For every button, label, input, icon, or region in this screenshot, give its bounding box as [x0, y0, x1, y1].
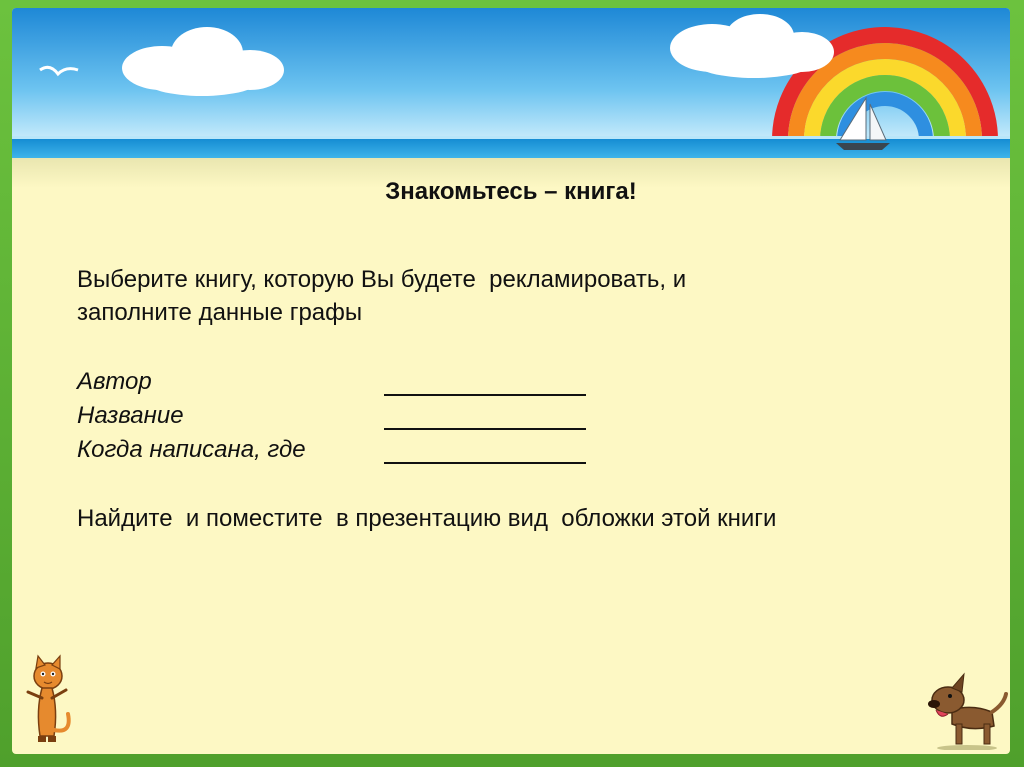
field-label-when-where: Когда написана, где: [77, 436, 306, 463]
slide-content: [12, 8, 1010, 754]
field-label-author: Автор: [77, 368, 152, 395]
slide-panel: [12, 8, 1010, 754]
field-label-title: Название: [77, 402, 184, 429]
footer-instruction: Найдите и поместите в презентацию вид обложки этой книги: [77, 505, 777, 532]
instruction-text-line-1: Выберите книгу, которую Вы будете рекламировать, и: [77, 266, 687, 293]
when-where-blank-line: [384, 462, 586, 464]
dog-illustration: [922, 660, 1010, 750]
author-blank-line: [384, 394, 586, 396]
title-blank-line: [384, 428, 586, 430]
instruction-text-line-2: заполните данные графы: [77, 299, 363, 326]
page-title: Знакомьтесь – книга!: [385, 178, 637, 205]
cat-illustration: [20, 650, 80, 750]
